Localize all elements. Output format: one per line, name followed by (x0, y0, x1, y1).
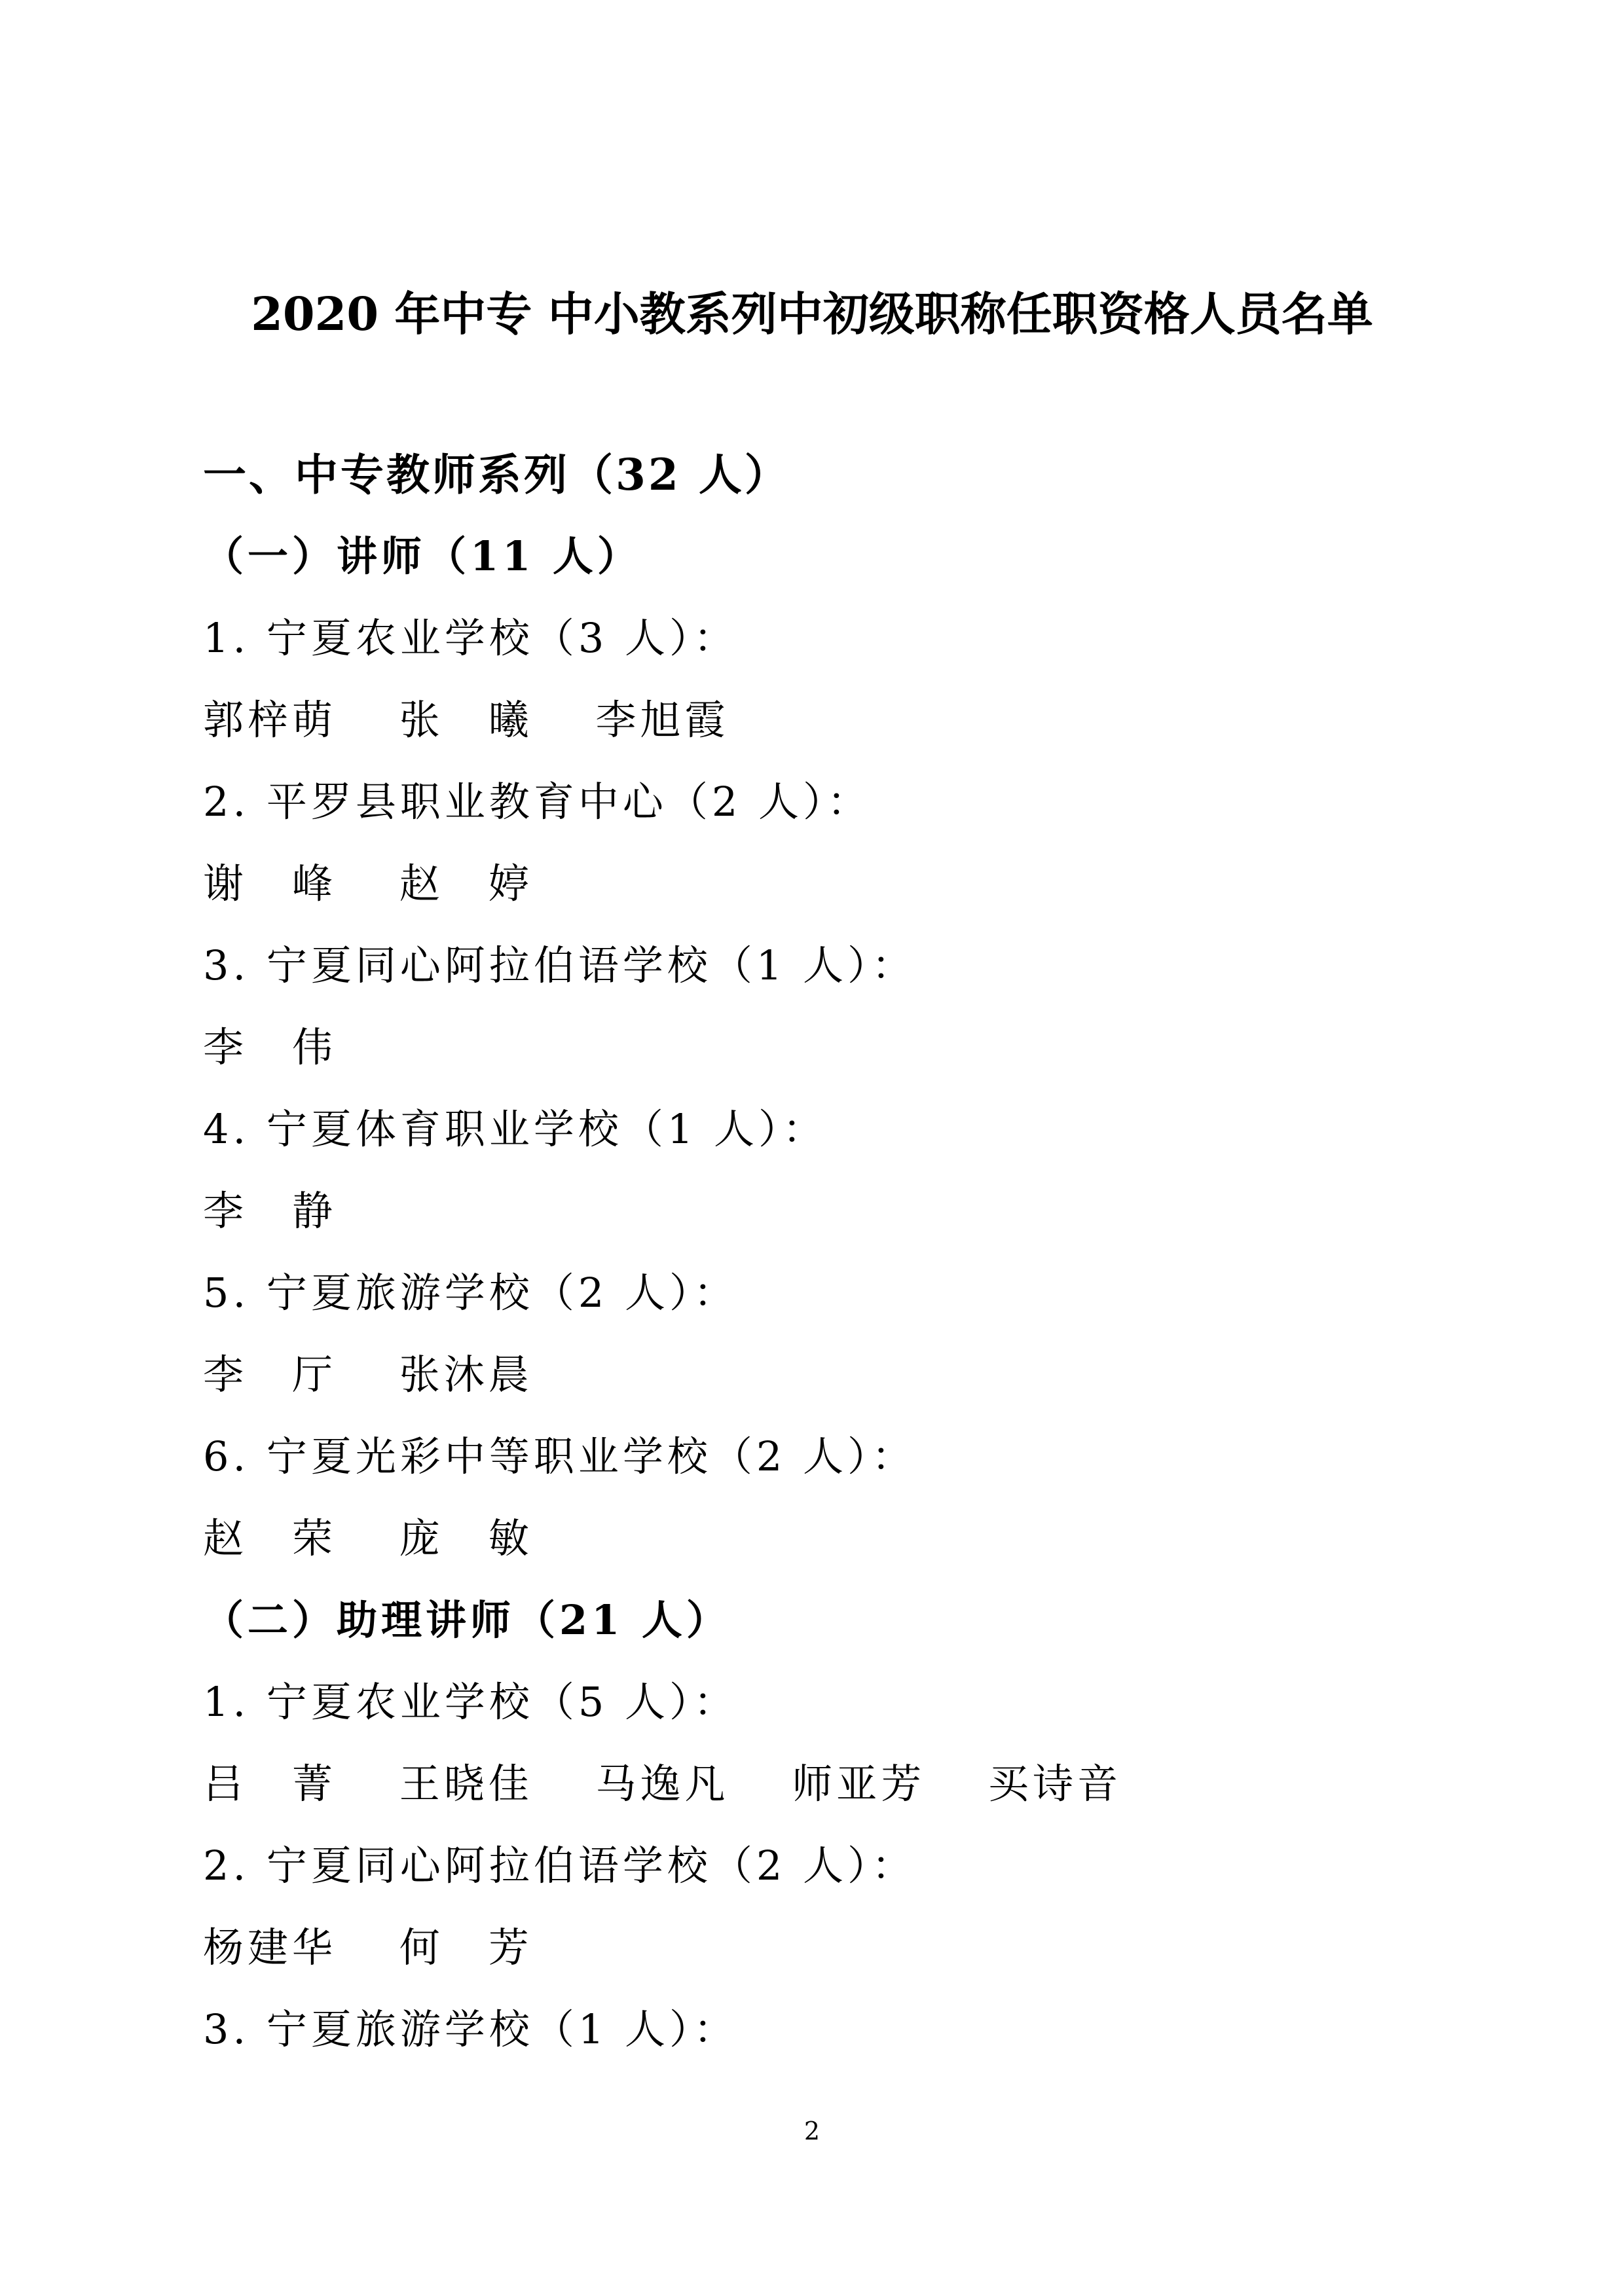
person-name: 吕 菁 (203, 1760, 337, 1808)
school-heading: 1. 宁夏农业学校（5 人）： (203, 1678, 739, 1726)
person-name: 何 芳 (399, 1923, 533, 1971)
name-list (203, 691, 775, 750)
school-heading: 4. 宁夏体育职业学校（1 人）： (203, 1105, 828, 1153)
name-list (203, 854, 579, 913)
person-name: 张沐晨 (399, 1351, 533, 1398)
page-number: 2 (803, 2117, 821, 2145)
name-list (203, 1182, 382, 1241)
person-name: 庞 敏 (399, 1514, 533, 1562)
person-name: 师亚芳 (792, 1760, 926, 1808)
name-list (203, 1345, 579, 1404)
document-title: 2020 年中专 中小教系列中初级职称任职资格人员名单 (251, 287, 1373, 341)
name-list (203, 1018, 382, 1077)
subsection-heading-assistant-lecturer: （二）助理讲师（21 人） (203, 1596, 731, 1644)
person-name: 李 伟 (203, 1023, 337, 1071)
person-name: 赵 荣 (203, 1514, 337, 1562)
school-heading: 2. 宁夏同心阿拉伯语学校（2 人）： (203, 1842, 917, 1889)
person-name: 赵 婷 (399, 860, 533, 907)
person-name: 张 曦 (399, 696, 533, 744)
school-heading: 1. 宁夏农业学校（3 人）： (203, 614, 739, 662)
person-name: 买诗音 (987, 1760, 1122, 1808)
person-name: 马逸凡 (595, 1760, 729, 1808)
person-name: 李旭霞 (595, 696, 729, 744)
name-list (203, 1755, 1168, 1813)
subsection-heading-lecturer: （一）讲师（11 人） (203, 532, 642, 580)
name-list (203, 1509, 579, 1568)
school-heading: 3. 宁夏同心阿拉伯语学校（1 人）： (203, 941, 917, 989)
person-name: 李 厅 (203, 1351, 337, 1398)
person-name: 王晓佳 (399, 1760, 533, 1808)
school-heading: 2. 平罗县职业教育中心（2 人）： (203, 778, 872, 826)
school-heading: 5. 宁夏旅游学校（2 人）： (203, 1269, 739, 1317)
name-list (203, 1918, 579, 1977)
person-name: 杨建华 (203, 1923, 337, 1971)
school-heading: 6. 宁夏光彩中等职业学校（2 人）： (203, 1432, 917, 1480)
person-name: 郭梓萌 (203, 696, 337, 744)
person-name: 李 静 (203, 1187, 337, 1235)
school-heading: 3. 宁夏旅游学校（1 人）： (203, 2005, 739, 2053)
person-name: 谢 峰 (203, 860, 337, 907)
section-heading: 一、中专教师系列（32 人） (203, 449, 790, 500)
